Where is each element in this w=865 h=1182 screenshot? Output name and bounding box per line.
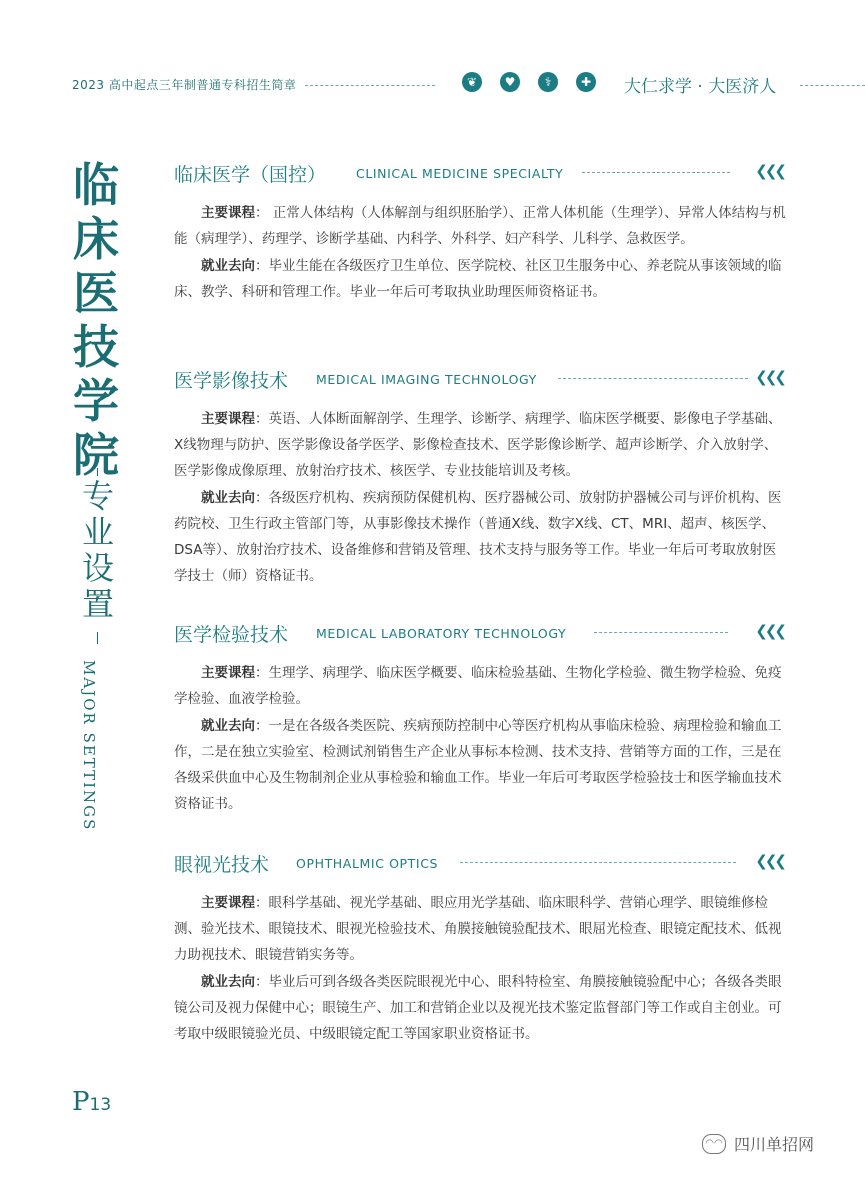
sidebar-rule-top bbox=[97, 468, 98, 476]
header-divider bbox=[594, 632, 728, 633]
medical-cross-icon: ✚ bbox=[576, 72, 596, 92]
career-label: 就业去向 bbox=[201, 718, 255, 734]
leaf-icon: ❦ bbox=[462, 72, 482, 92]
major-ophthalmic-optics bbox=[174, 850, 786, 1047]
chevrons-left-icon: ❮❮❮ bbox=[755, 162, 784, 180]
college-char: 医 bbox=[73, 266, 119, 320]
section-title-char: 专 bbox=[81, 477, 114, 515]
career-paragraph bbox=[174, 485, 786, 589]
college-char: 技 bbox=[73, 320, 119, 374]
section-title-char: 设 bbox=[81, 549, 114, 587]
header-divider-right bbox=[800, 85, 865, 86]
header-icons bbox=[462, 72, 596, 92]
major-medical-laboratory bbox=[174, 620, 786, 817]
header-divider bbox=[460, 862, 736, 863]
career-label: 就业去向 bbox=[201, 490, 255, 506]
section-title-char: 业 bbox=[81, 513, 114, 551]
header-divider bbox=[582, 172, 730, 173]
courses-text: ：生理学、病理学、临床医学概要、临床检验基础、生物化学检验、微生物学检验、免疫学检验、血液学检验。 bbox=[174, 665, 782, 707]
college-char: 临 bbox=[73, 158, 119, 212]
major-name-en: MEDICAL IMAGING TECHNOLOGY bbox=[316, 372, 537, 387]
career-text: ：毕业生能在各级医疗卫生单位、医学院校、社区卫生服务中心、养老院从事该领域的临床、教学、科研和管理工作。毕业一年后可考取执业助理医师资格证书。 bbox=[174, 258, 782, 300]
career-text: ：一是在各级各类医院、疾病预防控制中心等医疗机构从事临床检验、病理检验和输血工作，二是在独立实验室、检测试剂销售生产企业从事标本检测、技术支持、营销等方面的工作，三是在各级采供血中心及生物制剂企业从事检验和输血工作。毕业一年后可考取医学检验技士和医学输血技术资格证书。 bbox=[174, 718, 782, 812]
career-paragraph bbox=[174, 713, 786, 817]
career-label: 就业去向 bbox=[201, 974, 255, 990]
header-bar bbox=[0, 68, 865, 100]
sidebar-rule-bottom bbox=[97, 632, 98, 644]
career-paragraph bbox=[174, 253, 786, 305]
career-text: ：毕业后可到各级各类医院眼视光中心、眼科特检室、角膜接触镜验配中心；各级各类眼镜公司及视力保健中心；眼镜生产、加工和营销企业以及视光技术鉴定监督部门等工作或自主创业。可考取中级眼镜验光员、中级眼镜定配工等国家职业资格证书。 bbox=[174, 974, 782, 1042]
watermark-text: 四川单招网 bbox=[734, 1135, 815, 1154]
section-title bbox=[80, 478, 116, 622]
courses-label: 主要课程 bbox=[201, 411, 255, 427]
watermark bbox=[702, 1132, 814, 1155]
header-divider-left bbox=[305, 85, 435, 86]
college-char: 学 bbox=[73, 374, 119, 428]
brochure-title: 2023 高中起点三年制普通专科招生简章 bbox=[72, 78, 297, 92]
chevrons-left-icon: ❮❮❮ bbox=[755, 368, 784, 386]
major-header bbox=[174, 366, 786, 396]
chevrons-left-icon: ❮❮❮ bbox=[755, 852, 784, 870]
section-title-english: MAJOR SETTINGS bbox=[80, 660, 98, 832]
motto: 大仁求学 · 大医济人 bbox=[624, 77, 777, 97]
courses-paragraph bbox=[174, 890, 786, 968]
page-prefix: P bbox=[72, 1087, 90, 1117]
courses-paragraph bbox=[174, 200, 786, 252]
major-medical-imaging bbox=[174, 366, 786, 589]
major-name-cn: 眼视光技术 bbox=[174, 854, 270, 876]
courses-text: ：英语、人体断面解剖学、生理学、诊断学、病理学、临床医学概要、影像电子学基础、X线物理与防护、医学影像设备学医学、影像检查技术、医学影像诊断学、超声诊断学、介入放射学、医学影像成像原理、放射治疗技术、核医学、专业技能培训及考核。 bbox=[174, 411, 782, 479]
section-title-char: 置 bbox=[81, 585, 114, 623]
major-name-en: CLINICAL MEDICINE SPECIALTY bbox=[356, 166, 564, 181]
courses-label: 主要课程 bbox=[201, 895, 255, 911]
courses-label: 主要课程 bbox=[201, 205, 255, 221]
major-name-cn: 医学检验技术 bbox=[174, 624, 289, 646]
college-char: 院 bbox=[73, 428, 119, 482]
major-header bbox=[174, 160, 786, 190]
college-char: 床 bbox=[73, 212, 119, 266]
caduceus-icon: ⚕ bbox=[538, 72, 558, 92]
major-header bbox=[174, 620, 786, 650]
major-clinical-medicine bbox=[174, 160, 786, 305]
major-name-cn: 医学影像技术 bbox=[174, 370, 289, 392]
courses-text: ： 正常人体结构（人体解剖与组织胚胎学）、正常人体机能（生理学）、异常人体结构与机能（病理学）、药理学、诊断学基础、内科学、外科学、妇产科学、儿科学、急救医学。 bbox=[174, 205, 786, 247]
career-label: 就业去向 bbox=[201, 258, 255, 274]
major-header bbox=[174, 850, 786, 880]
major-name-en: OPHTHALMIC OPTICS bbox=[296, 856, 439, 871]
major-name-cn: 临床医学（国控） bbox=[174, 164, 327, 186]
career-paragraph bbox=[174, 969, 786, 1047]
wechat-icon: ◠◠ bbox=[702, 1134, 726, 1154]
courses-text: ：眼科学基础、视光学基础、眼应用光学基础、临床眼科学、营销心理学、眼镜维修检测、验光技术、眼镜技术、眼视光检验技术、角膜接触镜验配技术、眼屈光检查、眼镜定配技术、低视力助视技术、眼镜营销实务等。 bbox=[174, 895, 782, 963]
heart-icon: ♥ bbox=[500, 72, 520, 92]
page-number bbox=[72, 1087, 111, 1117]
courses-label: 主要课程 bbox=[201, 665, 255, 681]
chevrons-left-icon: ❮❮❮ bbox=[755, 622, 784, 640]
college-name bbox=[70, 158, 122, 482]
career-text: ：各级医疗机构、疾病预防保健机构、医疗器械公司、放射防护器械公司与评价机构、医药院校、卫生行政主管部门等，从事影像技术操作（普通X线、数字X线、CT、MRI、超声、核医学、DSA等）、放射治疗技术、设备维修和营销及管理、技术支持与服务等工作。毕业一年后可考取放射医学技士（师）资格证书。 bbox=[174, 490, 782, 584]
header-divider bbox=[558, 378, 748, 379]
page-number-value: 13 bbox=[89, 1095, 112, 1115]
major-name-en: MEDICAL LABORATORY TECHNOLOGY bbox=[316, 626, 567, 641]
courses-paragraph bbox=[174, 406, 786, 484]
courses-paragraph bbox=[174, 660, 786, 712]
